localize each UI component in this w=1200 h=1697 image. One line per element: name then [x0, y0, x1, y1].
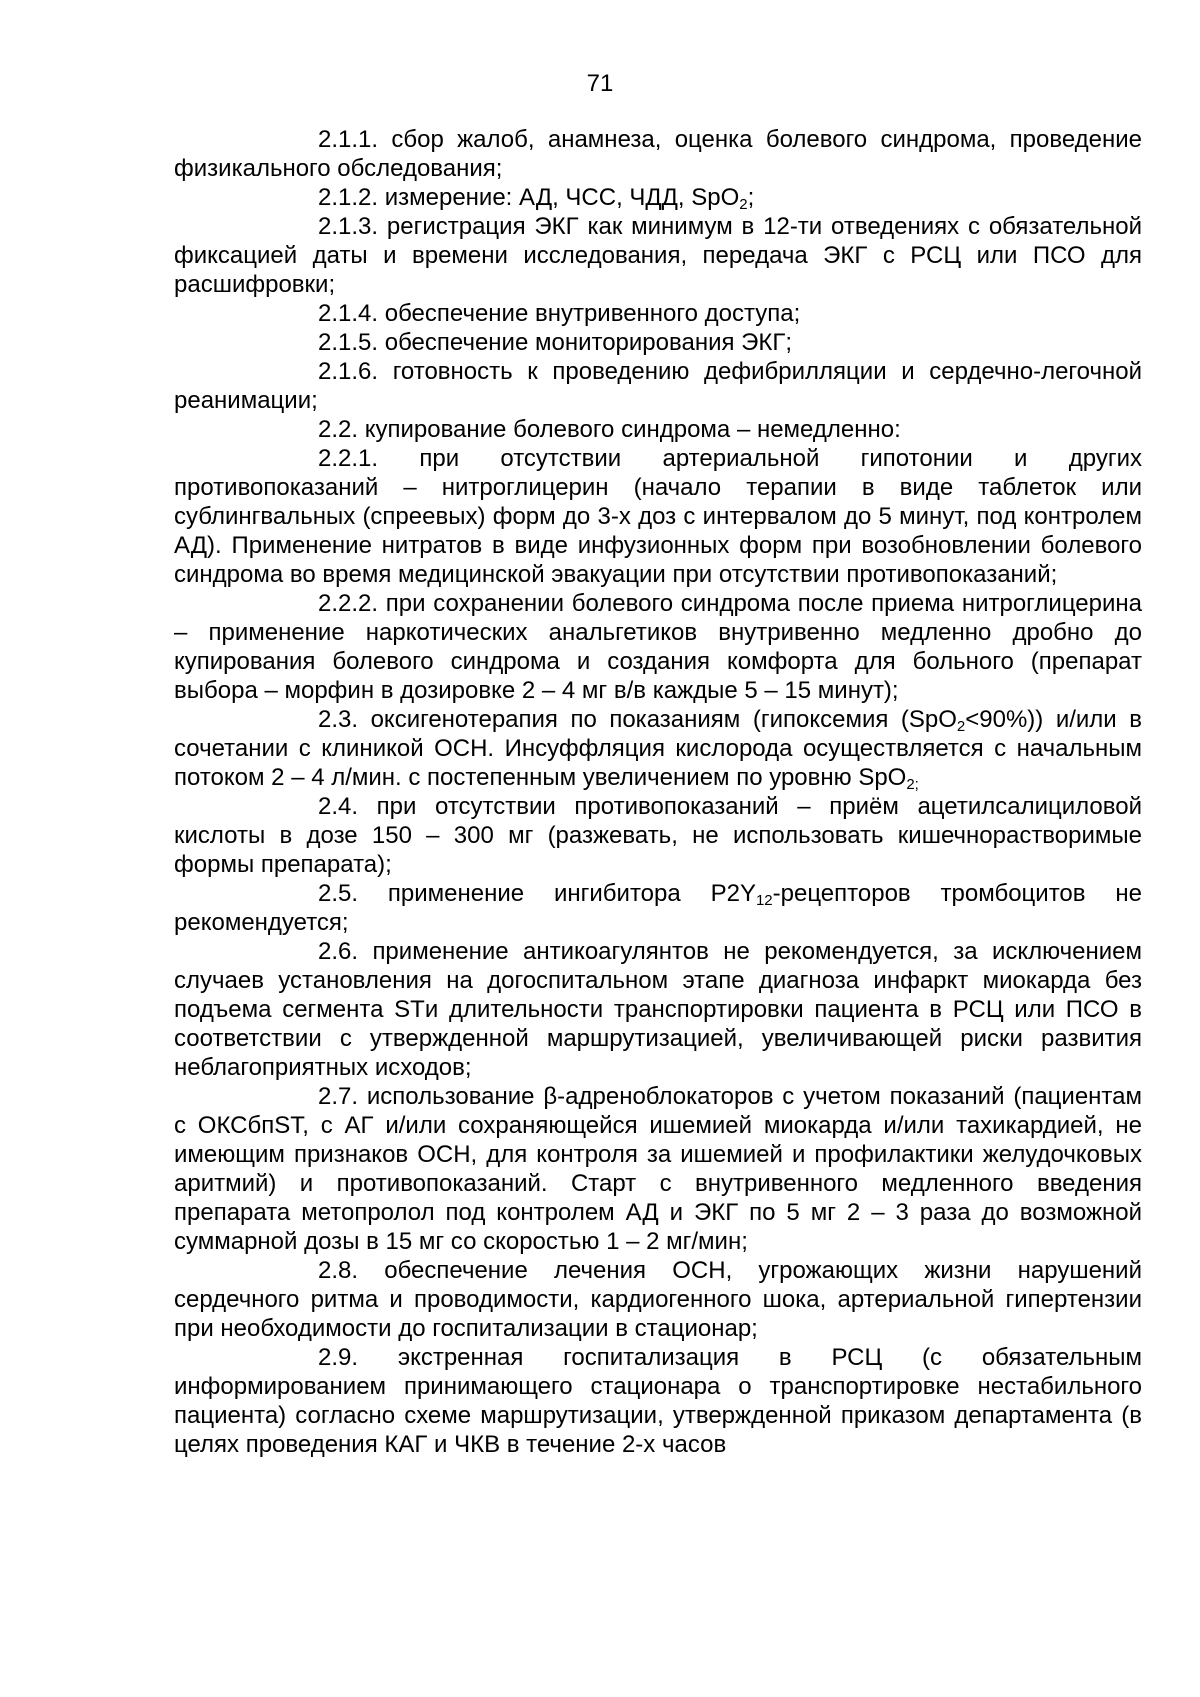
item-text: применение антикоагулянтов не рекомендуется, за исключением случаев установления на догоспитальном этапе диагноза инфаркт миокарда без подъема сегмента STи длительности транспортировки пациента в РСЦ или ПСО в соответствии с утвержденной маршрутизацией, увеличивающей риски развития неблагоприятных исходов; — [174, 938, 1142, 1081]
item-text: купирование болевого синдрома – немедленно: — [364, 416, 901, 443]
item-text: оксигенотерапия по показаниям (гипоксемия (SpO — [370, 706, 957, 733]
item-number: 2.7. — [318, 1083, 359, 1110]
item-text: сбор жалоб, анамнеза, оценка болевого синдрома, проведение физикального обследования; — [174, 126, 1142, 182]
item-text: обеспечение внутривенного доступа; — [384, 300, 801, 327]
item-text: при отсутствии противопоказаний – приём ацетилсалициловой кислоты в дозе 150 – 300 мг (разжевать, не использовать кишечнорастворимые формы препарата); — [174, 793, 1142, 878]
paragraph-2-1-2 — [174, 183, 1142, 212]
item-text: -рецепторов тромбоцитов не рекомендуется; — [174, 880, 1142, 936]
item-number: 2.1.4. — [318, 300, 379, 327]
paragraph-2-5 — [174, 879, 1142, 937]
item-text: ; — [747, 184, 755, 211]
paragraph-2-1-4 — [174, 299, 1142, 328]
item-number: 2.9. — [318, 1344, 359, 1371]
item-text: обеспечение лечения ОСН, угрожающих жизни нарушений сердечного ритма и проводимости, кардиогенного шока, артериальной гипертензии при необходимости до госпитализации в стационар; — [174, 1257, 1142, 1342]
item-text: измерение: АД, ЧСС, ЧДД, SpO — [384, 184, 740, 211]
item-text: применение ингибитора P2Y — [387, 880, 756, 907]
item-text: экстренная госпитализация в РСЦ (с обязательным информированием принимающего стационара о транспортировке нестабильного пациента) согласно схеме маршрутизации, утвержденной приказом департамента (в целях проведения КАГ и ЧКВ в течение 2-х часов — [174, 1344, 1143, 1458]
item-text: при сохранении болевого синдрома после приема нитроглицерина – применение наркотических анальгетиков внутривенно медленно дробно до купирования болевого синдрома и создания комфорта для больного (препарат выбора – морфин в дозировке 2 – 4 мг в/в каждые 5 – 15 минут); — [174, 590, 1142, 704]
item-number: 2.1.5. — [318, 329, 379, 356]
paragraph-2-9 — [174, 1343, 1142, 1459]
paragraph-2-1-1 — [174, 125, 1142, 183]
paragraph-2-4 — [174, 792, 1142, 879]
item-number: 2.4. — [318, 793, 359, 820]
subscript: 2; — [906, 776, 919, 793]
item-text: регистрация ЭКГ как минимум в 12-ти отведениях с обязательной фиксацией даты и времени исследования, передача ЭКГ с РСЦ или ПСО для расшифровки; — [174, 213, 1142, 298]
item-number: 2.2.1. — [318, 445, 379, 472]
item-number: 2.2. — [318, 416, 359, 443]
page-number: 71 — [586, 70, 614, 97]
paragraph-2-6 — [174, 937, 1142, 1082]
item-text: при отсутствии артериальной гипотонии и других противопоказаний – нитроглицерин (начало терапии в виде таблеток или сублингвальных (спреевых) форм до 3-х доз с интервалом до 5 минут, под контролем АД). Применение нитратов в виде инфузионных форм при возобновлении болевого синдрома во время медицинской эвакуации при отсутствии противопоказаний; — [174, 445, 1142, 588]
item-text: обеспечение мониторирования ЭКГ; — [384, 329, 793, 356]
item-text: использование β-адреноблокаторов с учетом показаний (пациентам с ОКСбпST, с АГ и/или сохраняющейся ишемией миокарда и/или тахикардией, не имеющим признаков ОСН, для контроля за ишемией и профилактики желудочковых аритмий) и противопоказаний. Старт с внутривенного медленного введения препарата метопролол под контролем АД и ЭКГ по 5 мг 2 – 3 раза до возможной суммарной дозы в 15 мг со скоростью 1 – 2 мг/мин; — [174, 1083, 1142, 1255]
paragraph-2-7 — [174, 1082, 1142, 1256]
item-number: 2.1.2. — [318, 184, 379, 211]
item-number: 2.1.1. — [318, 126, 379, 153]
item-number: 2.5. — [318, 880, 359, 907]
paragraph-2-8 — [174, 1256, 1142, 1343]
item-text: <90%)) и/или в сочетании с клиникой ОСН. Инсуффляция кислорода осуществляется с начальным потоком 2 – 4 л/мин. с постепенным увеличением по уровню SpO — [174, 706, 1143, 791]
subscript: 2 — [956, 718, 966, 735]
paragraph-2-1-3 — [174, 212, 1142, 299]
item-number: 2.8. — [318, 1257, 359, 1284]
paragraph-2-2-2 — [174, 589, 1142, 705]
paragraph-2-2-1 — [174, 444, 1142, 589]
paragraph-2-1-6 — [174, 357, 1142, 415]
item-text: готовность к проведению дефибрилляции и сердечно-легочной реанимации; — [174, 358, 1142, 414]
subscript: 12 — [755, 892, 773, 909]
item-number: 2.3. — [318, 706, 359, 733]
paragraph-2-3 — [174, 705, 1142, 792]
item-number: 2.6. — [318, 938, 359, 965]
paragraph-2-2 — [174, 415, 1142, 444]
paragraph-2-1-5 — [174, 328, 1142, 357]
subscript: 2 — [739, 196, 748, 213]
item-number: 2.1.6. — [318, 358, 379, 385]
item-number: 2.2.2. — [318, 590, 379, 617]
document-body — [174, 125, 1142, 1459]
item-number: 2.1.3. — [318, 213, 379, 240]
